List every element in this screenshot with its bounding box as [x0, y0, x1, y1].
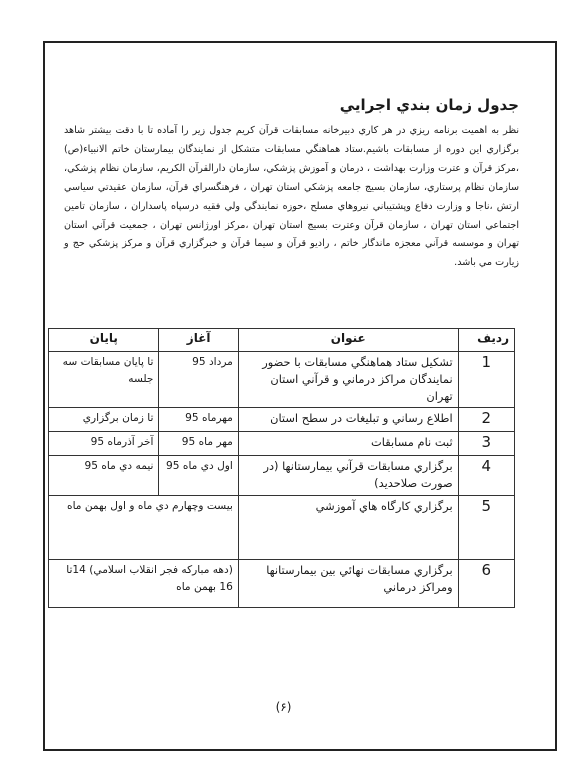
- row-number: 6: [458, 560, 514, 608]
- document-title: جدول زمان بندي اجرايي: [339, 96, 519, 114]
- table-header-row: [49, 329, 515, 352]
- page-number: (۶): [275, 700, 292, 714]
- row-number: 5: [458, 496, 514, 560]
- row-title: برگزاري كارگاه هاي آموزشي: [238, 496, 458, 560]
- table-row: [49, 456, 515, 496]
- header-aghaz: آغاز: [159, 329, 238, 352]
- row-period: بيست وچهارم دي ماه و اول بهمن ماه: [49, 496, 239, 560]
- table-row: [49, 560, 515, 608]
- row-start: مهر ماه 95: [159, 432, 238, 456]
- table-row: [49, 496, 515, 560]
- row-number: 4: [458, 456, 514, 496]
- row-title: تشكيل ستاد هماهنگي مسابقات با حضور نمايندگان مراكز درماني و قرآني استان تهران: [238, 352, 458, 408]
- row-number: 3: [458, 432, 514, 456]
- table-row: [49, 432, 515, 456]
- row-end: تا زمان برگزاري: [49, 408, 159, 432]
- row-end: نيمه دي ماه 95: [49, 456, 159, 496]
- schedule-table: [48, 328, 515, 608]
- table-row: [49, 408, 515, 432]
- header-radif: رديف: [458, 329, 514, 352]
- header-onvan: عنوان: [238, 329, 458, 352]
- table-row: [49, 352, 515, 408]
- row-title: اطلاع رساني و تبليغات در سطح استان: [238, 408, 458, 432]
- row-title: برگزاري مسابقات قرآني بيمارستانها (در صورت صلاحديد): [238, 456, 458, 496]
- row-title: برگزاري مسابقات نهائي بين بيمارستانها ومراكز درماني: [238, 560, 458, 608]
- intro-paragraph: نظر به اهميت برنامه ريزي در هر كاري دبيرخانه مسابقات قرآن كريم جدول زير را آماده تا با دقت بيشتر شاهد برگزاري اين دوره از مسابقات باشيم.ستاد هماهنگي مسابقات متشكل از نمايندگان بيمارستان خاتم الانبياء(ص) ،مركز قرآن و عترت وزارت بهداشت ، درمان و آموزش پزشكي، سازمان دارالقرآن الكريم، سازمان نظام پزشكي، سازمان نظام پرستاري، سازمان بسيج جامعه پزشكي استان تهران ، فرهنگسراي قرآن، سازمان عقيدتي سياسي ارتش ،ناجا و وزارت دفاع وپشتيباني نيروهاي مسلح ،حوزه نمايندگي ولي فقيه درسپاه پاسداران ، سازمان تامين اجتماعي استان تهران ، سازمان قرآن وعترت بسيج استان تهران ،مركز اورژانس تهران ، جمعيت قرآني استان تهران و موسسه قرآني معجزه ماندگار خاتم ، راديو قرآن و سيما قرآن و خبرگزاري قرآن و مركز پزشكي حج و زيارت مي باشد.: [64, 125, 519, 269]
- row-end: آخر آذرماه 95: [49, 432, 159, 456]
- row-period: (دهه مباركه فجر انقلاب اسلامي) 14تا 16 بهمن ماه: [49, 560, 239, 608]
- row-start: مرداد 95: [159, 352, 238, 408]
- row-number: 1: [458, 352, 514, 408]
- row-number: 2: [458, 408, 514, 432]
- header-payan: پايان: [49, 329, 159, 352]
- row-title: ثبت نام مسابقات: [238, 432, 458, 456]
- row-start: اول دي ماه 95: [159, 456, 238, 496]
- row-end: تا پايان مسابقات سه جلسه: [49, 352, 159, 408]
- row-start: مهرماه 95: [159, 408, 238, 432]
